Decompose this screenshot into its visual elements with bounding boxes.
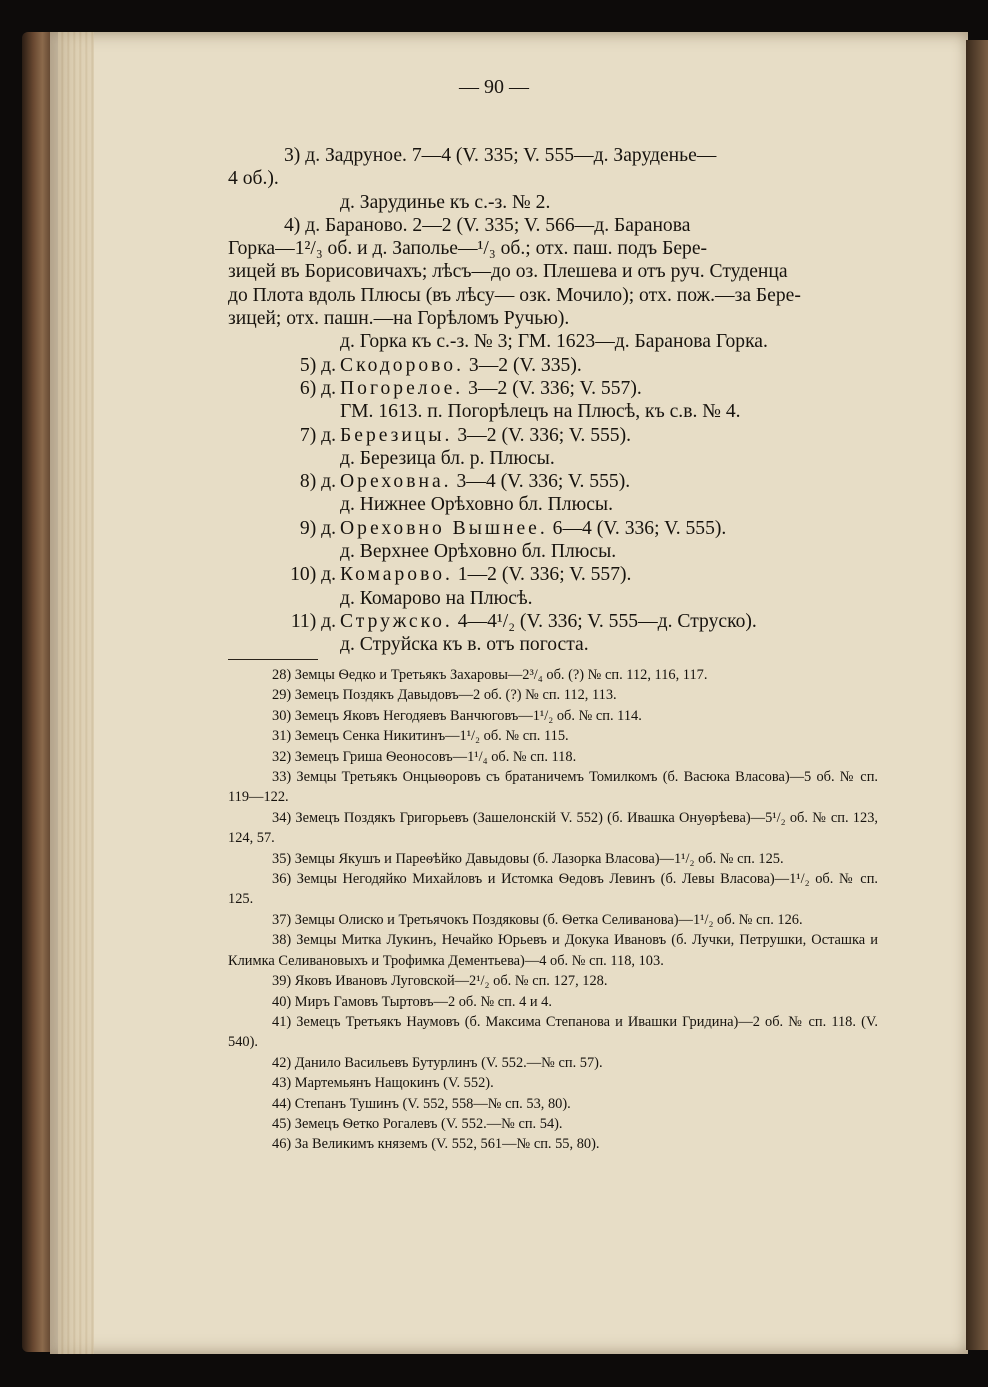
entry-modern: д. Нижнее Орѣховно бл. Плюсы. xyxy=(340,494,613,516)
footnote: 41) Земецъ Третьякъ Наумовъ (б. Максима Степанова и Ивашки Гридина)—2 об. № сп. 118. (V. 540). xyxy=(228,1013,878,1051)
footnote: 33) Земцы Третьякъ Онцыѳоровъ съ братаничемъ Томилкомъ (б. Васюка Власова)—5 об. № сп. 119—122. xyxy=(228,769,878,806)
village-entry xyxy=(228,377,878,400)
footnote: 46) За Великимъ княземъ (V. 552, 561—№ сп. 55, 80). xyxy=(272,1136,600,1153)
entry-details: 1—2 (V. 336; V. 557). xyxy=(452,564,632,586)
page-stack-edge xyxy=(58,32,94,1354)
entry-modern: д. Струйска къ в. отъ погоста. xyxy=(340,634,589,656)
footnote: 29) Земецъ Поздякъ Давыдовъ—2 об. (?) № сп. 112, 113. xyxy=(272,687,617,704)
village-name: Комарово. xyxy=(340,564,453,586)
village-name: Ореховно Вышнее. xyxy=(340,517,548,539)
entry-details: 3—2 (V. 336; V. 555). xyxy=(452,424,632,446)
footnote: 40) Миръ Гамовъ Тыртовъ—2 об. № сп. 4 и 4. xyxy=(272,993,552,1010)
footnote: 38) Земцы Митка Лукинъ, Нечайко Юрьевъ и Докука Ивановъ (б. Лучки, Петрушки, Осташка и Климка Селивановыхъ и Трофимка Дементьева)—4 об. № сп. 118, 103. xyxy=(228,932,878,969)
entry-4-line: до Плота вдоль Плюсы (въ лѣсу— озк. Мочило); отх. пож.—за Бере- xyxy=(228,284,801,306)
entry-4-line: Горка—1²/₃ об. и д. Заполье—¹/₃ об.; отх. паш. подъ Бере- xyxy=(228,238,708,260)
entry-number: 6) д. xyxy=(299,377,336,399)
page-number: — 90 — xyxy=(459,76,529,98)
village-entry xyxy=(228,610,878,633)
entry-4-line: зицей; отх. пашн.—на Горѣломъ Ручью). xyxy=(228,308,570,330)
footnote: 44) Степанъ Тушинъ (V. 552, 558—№ сп. 53, 80). xyxy=(272,1095,571,1112)
footnote: 31) Земецъ Сенка Никитинъ—1¹/₂ об. № сп. 115. xyxy=(272,728,569,745)
village-name: Ореховна. xyxy=(340,471,452,493)
entry-4-line: 4) д. Бараново. 2—2 (V. 335; V. 566—д. Баранова xyxy=(284,214,691,236)
entry-modern: д. Березица бл. р. Плюсы. xyxy=(340,447,555,469)
footnote: 32) Земецъ Гриша Ѳеоносовъ—1¹/₄ об. № сп. 118. xyxy=(272,748,577,765)
entry-3-line: 3) д. Задруное. 7—4 (V. 335; V. 555—д. Заруденье— xyxy=(284,145,717,166)
entry-number: 11) д. xyxy=(290,610,336,632)
entry-details: 3—4 (V. 336; V. 555). xyxy=(451,471,631,493)
footnote: 45) Земецъ Ѳетко Рогалевъ (V. 552.—№ сп. 54). xyxy=(272,1115,563,1132)
main-text xyxy=(228,144,878,657)
village-entry xyxy=(228,517,878,540)
village-entry xyxy=(228,424,878,447)
entry-number: 7) д. xyxy=(299,424,336,446)
entry-details: 3—2 (V. 336; V. 557). xyxy=(463,377,642,399)
entry-number: 8) д. xyxy=(299,471,336,493)
entry-number: 5) д. xyxy=(299,354,336,376)
footnote: 28) Земцы Ѳедко и Третьякъ Захаровы—2³/₄ об. (?) № сп. 112, 116, 117. xyxy=(272,667,708,683)
footnote: 34) Земецъ Поздякъ Григорьевъ (Зашелонскій V. 552) (б. Ивашка Онуѳрѣева)—5¹/₂ об. № сп. 123, 124, 57. xyxy=(228,809,878,847)
village-name: Скодорово. xyxy=(340,354,464,376)
entry-4-line: зицей въ Борисовичахъ; лѣсъ—до оз. Плешева и отъ руч. Студенца xyxy=(228,261,788,283)
village-name: Стружско. xyxy=(340,610,453,632)
footnote: 43) Мартемьянъ Нащокинъ (V. 552). xyxy=(272,1075,494,1092)
entry-details: 6—4 (V. 336; V. 555). xyxy=(547,517,727,539)
footnote: 30) Земецъ Яковъ Негодяевъ Ванчюговъ—1¹/₂ об. № сп. 114. xyxy=(272,707,642,724)
facing-page-edge xyxy=(966,40,988,1350)
village-name: Погорелое. xyxy=(340,377,464,399)
entry-modern: ГМ. 1613. п. Погорѣлецъ на Плюсѣ, къ с.в. № 4. xyxy=(340,401,741,423)
entry-3-line: 4 об.). xyxy=(228,168,279,190)
footnote-divider xyxy=(228,659,318,660)
entry-modern: д. Комарово на Плюсѣ. xyxy=(340,587,533,609)
entry-details: 4—4¹/₂ (V. 336; V. 555—д. Струско). xyxy=(452,610,757,632)
entry-4-modern: д. Горка къ с.-з. № 3; ГМ. 1623—д. Баранова Горка. xyxy=(340,331,768,353)
village-entry xyxy=(228,470,878,493)
footnote: 42) Данило Васильевъ Бутурлинъ (V. 552.—№ сп. 57). xyxy=(272,1054,603,1071)
footnotes xyxy=(228,665,878,1155)
entry-number: 10) д. xyxy=(290,564,336,586)
footnote: 36) Земцы Негодяйко Михайловъ и Истомка Ѳедовъ Левинъ (б. Левы Власова)—1¹/₂ об. № сп. 125. xyxy=(228,871,878,908)
footnote: 39) Яковъ Ивановъ Луговской—2¹/₂ об. № сп. 127, 128. xyxy=(272,973,608,990)
entry-3-modern: д. Зарудинье къ с.-з. № 2. xyxy=(340,191,551,213)
village-name: Березицы. xyxy=(340,424,453,446)
entry-modern: д. Верхнее Орѣховно бл. Плюсы. xyxy=(340,541,617,563)
village-entry xyxy=(228,354,878,377)
entry-number: 9) д. xyxy=(299,517,336,539)
village-entry xyxy=(228,563,878,586)
footnote: 35) Земцы Якушъ и Пареѳѣйко Давыдовы (б. Лазорка Власова)—1¹/₂ об. № сп. 125. xyxy=(272,850,784,867)
entry-details: 3—2 (V. 335). xyxy=(464,354,582,376)
footnote: 37) Земцы Олиско и Третьячокъ Поздяковы (б. Ѳетка Селиванова)—1¹/₂ об. № сп. 126. xyxy=(272,911,803,928)
